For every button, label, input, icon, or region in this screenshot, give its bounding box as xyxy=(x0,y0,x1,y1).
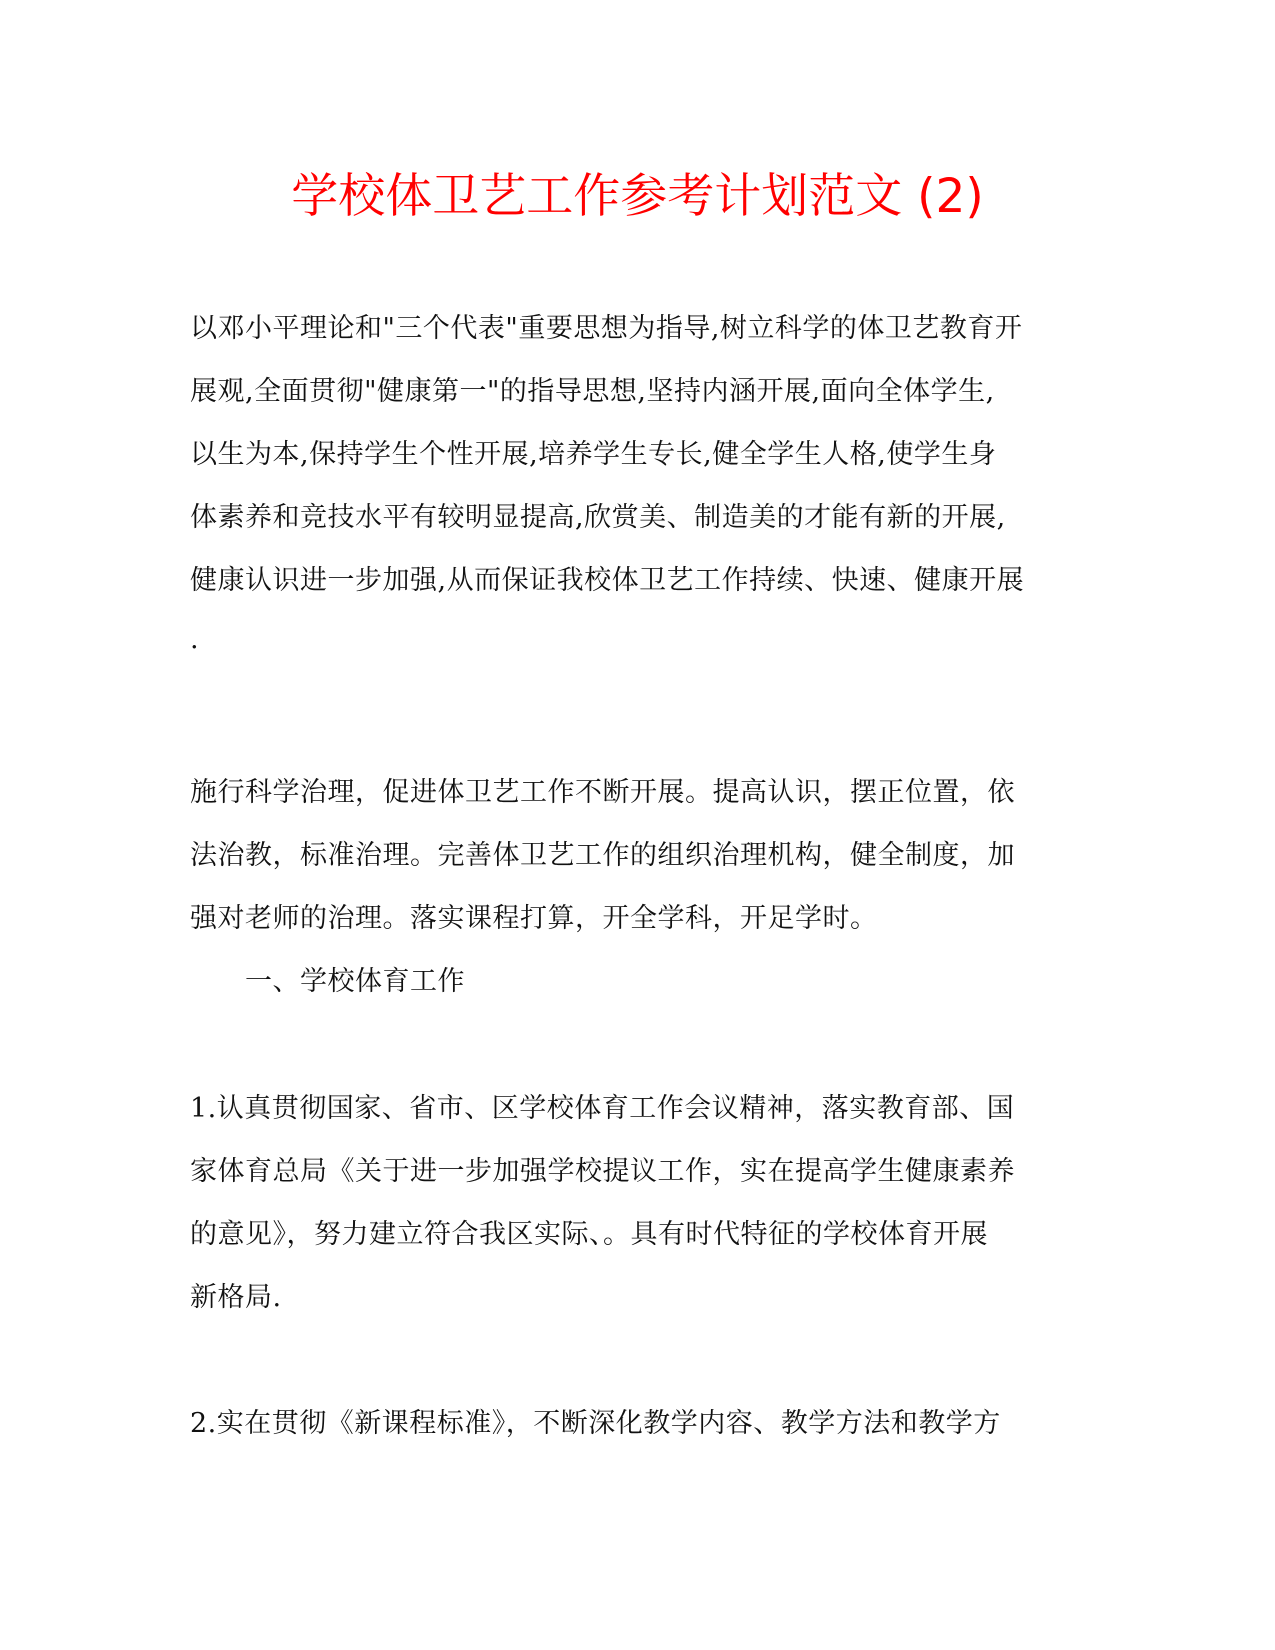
text-line: 强对老师的治理。落实课程打算，开全学科，开足学时。 xyxy=(190,903,878,934)
section-heading: 一、学校体育工作 xyxy=(245,966,465,997)
text-line: . xyxy=(190,624,200,655)
text-line: 法治教，标准治理。完善体卫艺工作的组织治理机构，健全制度，加 xyxy=(190,840,1015,871)
text-line: 的意见》，努力建立符合我区实际、。具有时代特征的学校体育开展 xyxy=(190,1219,988,1250)
text-line: 新格局. xyxy=(190,1282,282,1313)
text-line: 家体育总局《关于进一步加强学校提议工作，实在提高学生健康素养 xyxy=(190,1156,1015,1187)
text-line: 2.实在贯彻《新课程标准》，不断深化教学内容、教学方法和教学方 xyxy=(190,1408,1001,1439)
text-line: 以生为本,保持学生个性开展,培养学生专长,健全学生人格,使学生身 xyxy=(190,439,997,470)
text-line: 体素养和竞技水平有较明显提高,欣赏美、制造美的才能有新的开展, xyxy=(190,502,1006,533)
text-line: 以邓小平理论和"三个代表"重要思想为指导,树立科学的体卫艺教育开 xyxy=(190,313,1023,344)
text-line: 展观,全面贯彻"健康第一"的指导思想,坚持内涵开展,面向全体学生, xyxy=(190,376,995,407)
text-line: 健康认识进一步加强,从而保证我校体卫艺工作持续、快速、健康开展 xyxy=(190,565,1025,596)
document-title: 学校体卫艺工作参考计划范文 (2) xyxy=(291,169,984,224)
text-line: 1.认真贯彻国家、省市、区学校体育工作会议精神，落实教育部、国 xyxy=(190,1093,1015,1124)
text-line: 施行科学治理，促进体卫艺工作不断开展。提高认识，摆正位置，依 xyxy=(190,777,1015,808)
